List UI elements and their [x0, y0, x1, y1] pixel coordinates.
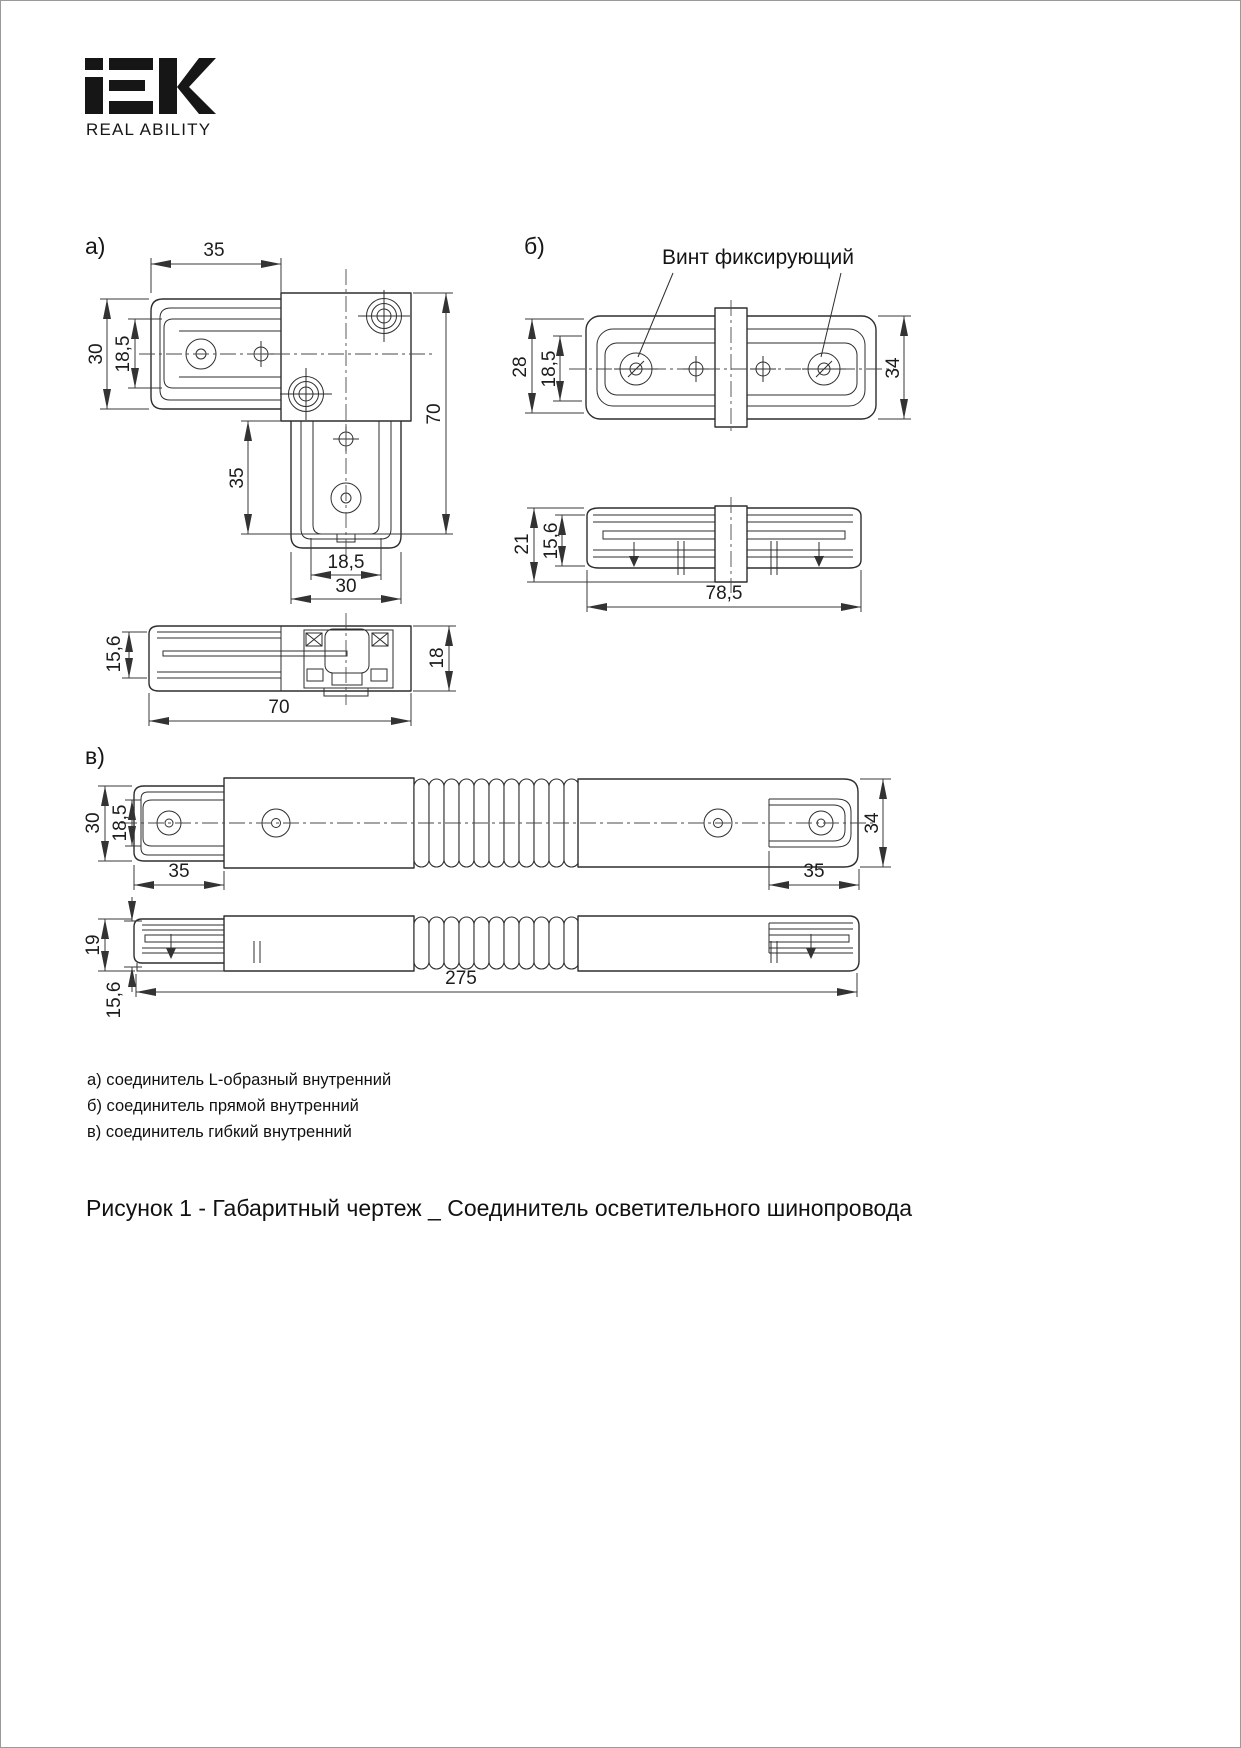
- v-bellows-bottom: [414, 917, 579, 969]
- drawing-a-l-connector: [85, 233, 456, 726]
- v-bottom-view: [134, 916, 859, 971]
- v-contact-mark-left: [166, 934, 176, 959]
- v-top-view: [121, 778, 873, 868]
- caption-v: в) соединитель гибкий внутренний: [87, 1123, 352, 1141]
- dim-v-34: 34: [862, 812, 884, 834]
- label-v: в): [85, 743, 105, 769]
- b-contact-mark-left: [629, 542, 639, 567]
- dim-v-156: 15,6: [104, 981, 126, 1019]
- dim-v-19: 19: [83, 934, 105, 956]
- dim-a-side-156: 15,6: [104, 635, 126, 673]
- dim-b-34: 34: [883, 357, 905, 379]
- iek-logo: [85, 58, 216, 114]
- dim-b-21: 21: [512, 533, 534, 555]
- dim-v-30: 30: [83, 812, 105, 834]
- a-side-view: [149, 613, 411, 705]
- caption-a: а) соединитель L-образный внутренний: [87, 1071, 392, 1089]
- dim-a-bot-185: 18,5: [327, 552, 365, 573]
- figure-caption: Рисунок 1 - Габаритный чертеж _ Соединитель осветительного шинопровода: [86, 1195, 913, 1221]
- dim-a-70: 70: [424, 403, 446, 425]
- dim-a-arm-35: 35: [227, 467, 249, 489]
- technical-drawing: [1, 1, 1241, 1241]
- dim-b-156: 15,6: [541, 522, 563, 560]
- dim-a-side-18: 18: [427, 647, 449, 669]
- drawing-captions: [87, 1067, 391, 1145]
- a-side-dimensions: [104, 626, 456, 726]
- label-b: б): [524, 233, 545, 259]
- brand-tagline: REAL ABILITY: [86, 120, 212, 139]
- dim-v-35-right: 35: [803, 861, 825, 882]
- label-a: а): [85, 233, 106, 259]
- caption-b: б) соединитель прямой внутренний: [87, 1097, 359, 1115]
- dim-a-bot-30: 30: [335, 576, 357, 597]
- dim-b-28: 28: [510, 356, 532, 378]
- dim-v-275: 275: [445, 968, 477, 989]
- dim-a-side-70: 70: [268, 697, 290, 718]
- b-bottom-dimensions: [512, 508, 861, 612]
- drawing-v-flexible-connector: [83, 743, 891, 1018]
- dim-v-35-left: 35: [168, 861, 190, 882]
- b-top-view: [569, 246, 894, 435]
- a-top-view: [139, 269, 433, 561]
- dim-a-35-top: 35: [203, 240, 225, 261]
- drawing-b-straight-connector: [510, 233, 911, 612]
- b-bottom-view: [587, 497, 861, 593]
- fixing-screw-annotation: Винт фиксирующий: [662, 246, 854, 269]
- dim-b-785: 78,5: [705, 583, 743, 604]
- dim-a-185: 18,5: [113, 335, 135, 373]
- dim-b-185: 18,5: [539, 350, 561, 388]
- b-contact-mark-right: [814, 542, 824, 567]
- dim-v-185: 18,5: [110, 804, 132, 842]
- dim-a-30: 30: [86, 343, 108, 365]
